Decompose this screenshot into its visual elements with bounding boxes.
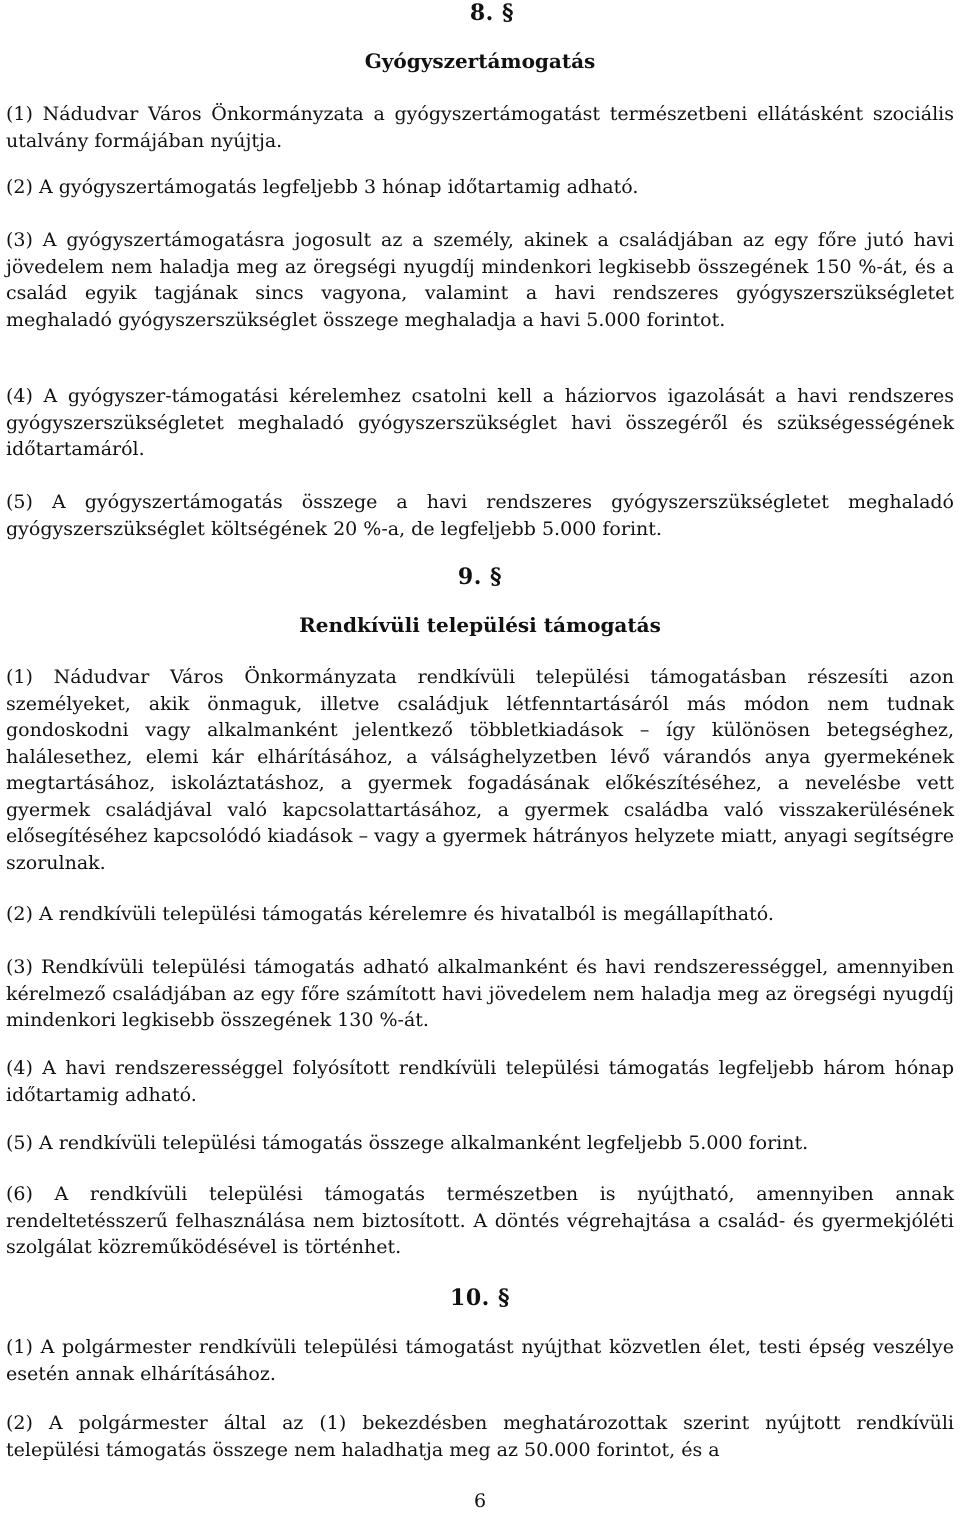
page-number: 6 xyxy=(473,1490,487,1512)
section-8-paragraph-2: (2) A gyógyszertámogatás legfeljebb 3 hónap időtartamig adható. xyxy=(6,176,639,198)
section-9-paragraph-4: (4) A havi rendszerességgel folyósított rendkívüli települési támogatás legfeljebb három hónap időtartamig adható. xyxy=(6,1057,954,1106)
section-8-title: Gyógyszertámogatás xyxy=(364,49,596,73)
section-10-paragraph-2: (2) A polgármester által az (1) bekezdésben meghatározottak szerint nyújtott rendkívüli települési támogatás összege nem haladhatja meg az 50.000 forintot, és a xyxy=(6,1412,954,1461)
section-8-paragraph-5: (5) A gyógyszertámogatás összege a havi rendszeres gyógyszerszükségletet meghaladó gyógyszerszükséglet költségének 20 %-a, de legfeljebb 5.000 forint. xyxy=(6,491,954,540)
section-8-number: 8. § xyxy=(469,0,514,26)
section-8-paragraph-3: (3) A gyógyszertámogatásra jogosult az a személy, akinek a családjában az egy főre jutó havi jövedelem nem haladja meg az öregségi nyugdíj mindenkori legkisebb összegének 150 %-át, és a család egyik tagjának sincs vagyona, valamint a havi rendszeres gyógyszerszükségletet meghaladó gyógyszerszükséglet összege meghaladja a havi 5.000 forintot. xyxy=(6,229,954,331)
section-9-paragraph-6: (6) A rendkívüli települési támogatás természetben is nyújtható, amennyiben annak rendeltetésszerű felhasználása nem biztosított. A döntés végrehajtása a család- és gyermekjóléti szolgálat közreműködésével is történhet. xyxy=(6,1183,954,1258)
section-9-number: 9. § xyxy=(457,564,503,590)
section-10-number: 10. § xyxy=(450,1285,510,1311)
section-9-paragraph-3: (3) Rendkívüli települési támogatás adható alkalmanként és havi rendszerességgel, amennyiben kérelmező családjában az egy főre számított havi jövedelem nem haladja meg az öregségi nyugdíj mindenkori legkisebb összegének 130 %-át. xyxy=(6,956,954,1031)
section-9-paragraph-2: (2) A rendkívüli települési támogatás kérelemre és hivatalból is megállapítható. xyxy=(6,903,774,925)
section-8-paragraph-1: (1) Nádudvar Város Önkormányzata a gyógyszertámogatást természetbeni ellátásként szociális utalvány formájában nyújtja. xyxy=(6,103,954,152)
section-9-paragraph-5: (5) A rendkívüli települési támogatás összege alkalmanként legfeljebb 5.000 forint. xyxy=(6,1132,809,1154)
section-9-paragraph-1: (1) Nádudvar Város Önkormányzata rendkívüli települési támogatásban részesíti azon személyeket, akik önmaguk, illetve családjuk létfenntartásáról más módon nem tudnak gondoskodni vagy alkalmanként jelentkező többletkiadások – így különösen betegséghez, halálesethez, elemi kár elhárításához, a válsághelyzetben lévő várandós anya gyermekének megtartásához, iskoláztatáshoz, a gyermek fogadásának előkészítéséhez, a nevelésbe vett gyermek családjával való kapcsolattartásához, a gyermek családba való visszakerülésének elősegítéséhez kapcsolódó kiadások – vagy a gyermek hátrányos helyzete miatt, anyagi segítségre szorulnak. xyxy=(6,666,954,874)
section-10-paragraph-1: (1) A polgármester rendkívüli települési támogatást nyújthat közvetlen élet, testi épség veszélye esetén annak elhárításához. xyxy=(6,1336,954,1385)
section-8-paragraph-4: (4) A gyógyszer-támogatási kérelemhez csatolni kell a háziorvos igazolását a havi rendszeres gyógyszerszükségletet meghaladó gyógyszerszükséglet havi összegéről és szükségességének időtartamáról. xyxy=(6,385,954,460)
section-9-title: Rendkívüli települési támogatás xyxy=(299,613,661,637)
